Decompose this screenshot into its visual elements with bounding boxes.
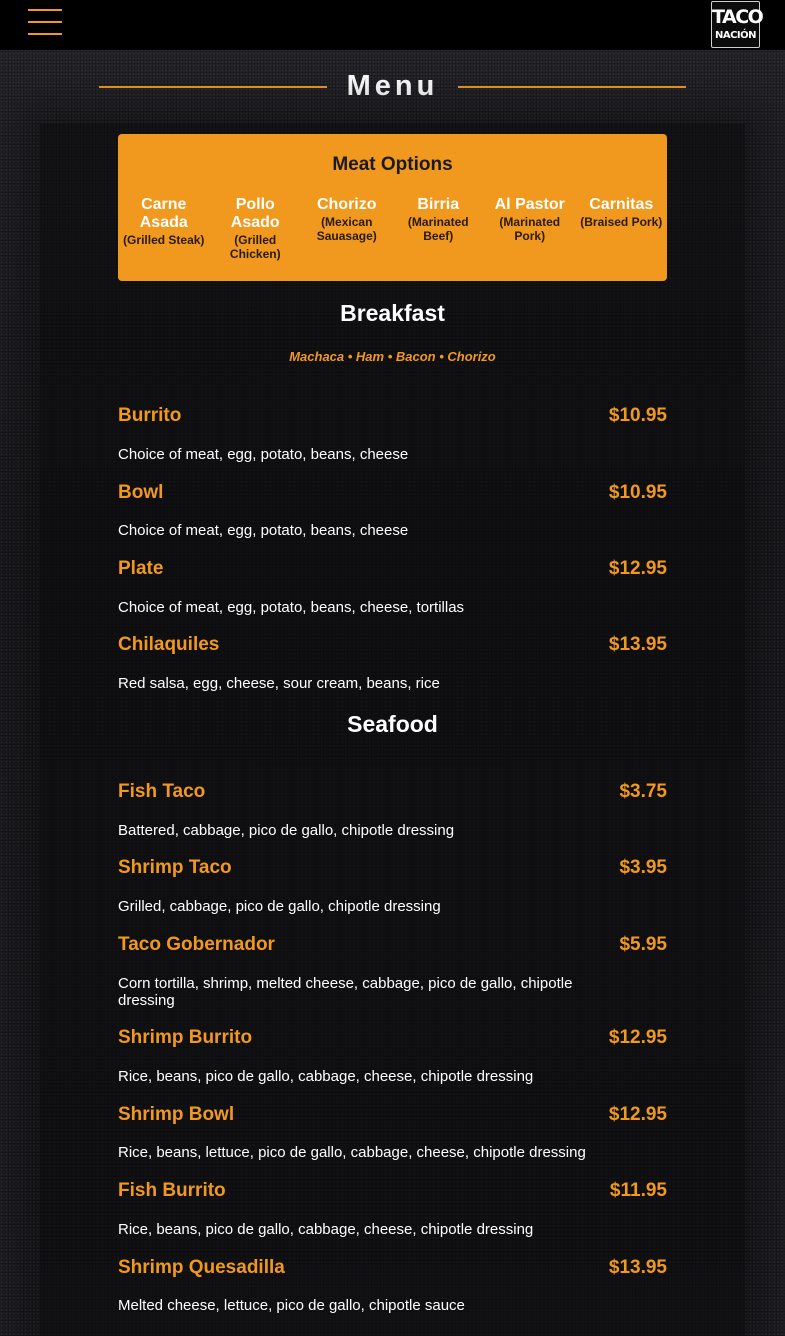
menu-item-desc: Battered, cabbage, pico de gallo, chipotle dressing	[118, 822, 455, 839]
menu-item-price: $3.95	[619, 857, 667, 878]
hamburger-menu-icon[interactable]	[28, 9, 62, 35]
menu-item-name[interactable]: Shrimp Bowl	[118, 1104, 235, 1125]
menu-item-desc: Rice, beans, lettuce, pico de gallo, cabbage, cheese, chipotle dressing	[118, 1144, 586, 1161]
meat-option-desc: (Marinated Beef)	[407, 215, 469, 243]
meat-option-desc: (Braised Pork)	[580, 215, 663, 229]
menu-item-desc: Melted cheese, lettuce, pico de gallo, chipotle sauce	[118, 1297, 465, 1314]
menu-item-price: $12.95	[608, 1104, 667, 1125]
meat-option-name: Carnitas	[589, 196, 654, 213]
menu-item	[118, 781, 667, 845]
menu-item-price: $10.95	[608, 405, 667, 426]
meat-option	[393, 196, 485, 261]
menu-item-price: $5.95	[619, 934, 667, 955]
menu-item-name[interactable]: Chilaquiles	[118, 634, 220, 655]
meat-option-desc: (Grilled Chicken)	[229, 233, 281, 261]
menu-item	[118, 405, 667, 469]
meat-option	[301, 196, 393, 261]
meat-options-box	[118, 134, 667, 281]
menu-item-name[interactable]: Fish Taco	[118, 781, 206, 802]
hamburger-line	[28, 33, 62, 35]
menu-item	[118, 1257, 667, 1321]
menu-item	[118, 1104, 667, 1168]
menu-item-price: $12.95	[608, 558, 667, 579]
menu-item-desc: Choice of meat, egg, potato, beans, cheese, tortillas	[118, 599, 465, 616]
menu-item-desc: Choice of meat, egg, potato, beans, cheese	[118, 446, 409, 463]
menu-item	[118, 558, 667, 622]
meat-option	[576, 196, 668, 261]
menu-item	[118, 1180, 667, 1244]
menu-item-name[interactable]: Shrimp Quesadilla	[118, 1257, 285, 1278]
meat-option-name: Birria	[417, 196, 460, 213]
hamburger-line	[28, 21, 62, 23]
meat-option-desc: (Grilled Steak)	[123, 233, 205, 247]
menu-item-name[interactable]: Bowl	[118, 482, 164, 503]
menu-item-name[interactable]: Plate	[118, 558, 164, 579]
menu-item	[118, 482, 667, 546]
menu-item-name[interactable]: Shrimp Burrito	[118, 1027, 253, 1048]
meat-option-name: Pollo Asado	[230, 196, 280, 231]
menu-item-desc: Grilled, cabbage, pico de gallo, chipotle dressing	[118, 898, 441, 915]
hamburger-line	[28, 9, 62, 11]
meat-option-name: Al Pastor	[494, 196, 565, 213]
meat-option-name: Chorizo	[316, 196, 377, 213]
menu-item-desc: Choice of meat, egg, potato, beans, cheese	[118, 522, 409, 539]
logo-text-top: TACO	[712, 6, 763, 28]
menu-item	[118, 857, 667, 921]
menu-item-price: $11.95	[609, 1180, 667, 1201]
section-title-seafood: Seafood	[347, 711, 438, 737]
logo-text-bottom: NACIÓN	[714, 30, 757, 41]
menu-item-price: $13.95	[608, 634, 667, 655]
meat-option-desc: (Mexican Sauasage)	[316, 215, 377, 243]
section-title-breakfast: Breakfast	[340, 300, 445, 326]
menu-item-name[interactable]: Burrito	[118, 405, 182, 426]
page-title: Menu	[346, 70, 439, 102]
menu-item-price: $13.95	[608, 1257, 667, 1278]
taco-nacion-logo[interactable]	[711, 1, 763, 48]
heading-divider-right	[458, 86, 686, 88]
menu-item-price: $12.95	[608, 1027, 667, 1048]
menu-heading	[99, 68, 686, 106]
menu-item-price: $3.75	[619, 781, 667, 802]
menu-item-name[interactable]: Shrimp Taco	[118, 857, 232, 878]
menu-item-name[interactable]: Taco Gobernador	[118, 934, 275, 955]
menu-item	[118, 1027, 667, 1091]
top-nav-bar	[0, 0, 785, 50]
menu-item	[118, 634, 667, 698]
meat-options-list	[118, 196, 667, 261]
menu-item-price: $10.95	[608, 482, 667, 503]
meat-option	[118, 196, 210, 261]
menu-item-name[interactable]: Fish Burrito	[118, 1180, 226, 1201]
meat-options-title: Meat Options	[332, 154, 453, 175]
menu-item-desc: Red salsa, egg, cheese, sour cream, beans, rice	[118, 675, 440, 692]
menu-item-desc: Rice, beans, pico de gallo, cabbage, cheese, chipotle dressing	[118, 1068, 534, 1085]
meat-option	[210, 196, 302, 261]
menu-item-desc: Corn tortilla, shrimp, melted cheese, cabbage, pico de gallo, chipotle dressing	[118, 975, 573, 1009]
meat-option-desc: (Marinated Pork)	[499, 215, 561, 243]
menu-item-desc: Rice, beans, pico de gallo, cabbage, cheese, chipotle dressing	[118, 1221, 534, 1238]
meat-option	[484, 196, 576, 261]
menu-item	[118, 934, 667, 1014]
meat-option-name: Carne Asada	[139, 196, 188, 231]
breakfast-meat-choices: Machaca • Ham • Bacon • Chorizo	[289, 349, 496, 364]
